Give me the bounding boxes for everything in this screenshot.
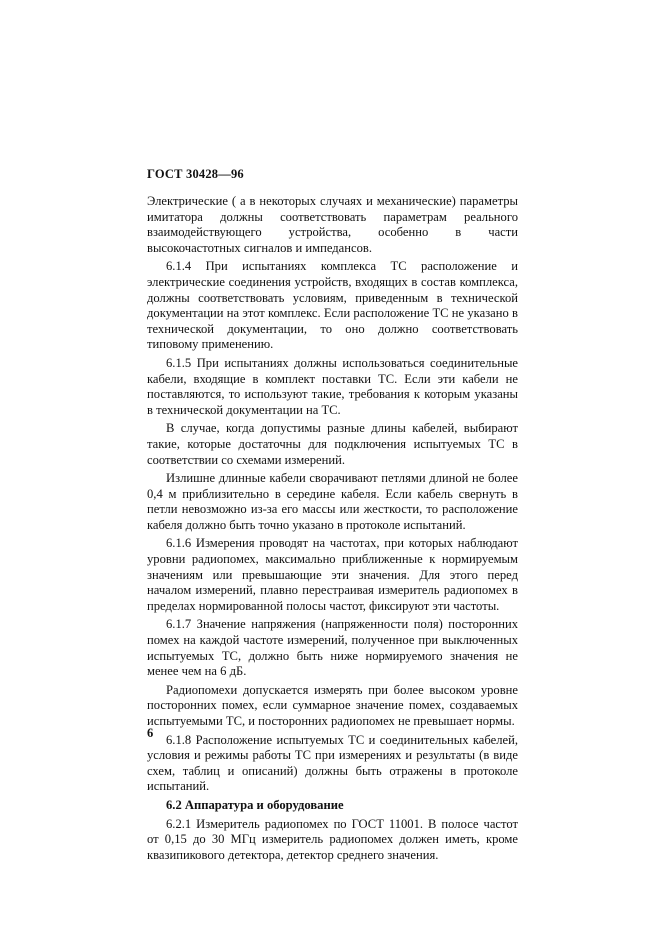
paragraph-cable-lengths: В случае, когда допустимы разные длины кабелей, выбирают такие, которые достаточны для подключения испытуемых ТС в соответствии со схемами измерений. xyxy=(147,421,518,467)
paragraph-background-noise: Радиопомехи допускается измерять при более высоком уровне посторонних помех, если суммарное значение помех, создаваемых испытуемыми ТС, и посторонних радиопомех не превышает нормы. xyxy=(147,682,518,728)
body-text xyxy=(147,194,518,866)
paragraph-long-cables: Излишне длинные кабели сворачивают петлями длиной не более 0,4 м приблизительно в середине кабеля. Если кабель свернуть в петли невозможно из-за его массы или жесткости, то расположение кабеля должно быть точно указано в протоколе испытаний. xyxy=(147,471,518,532)
paragraph-simulator-parameters: Электрические ( а в некоторых случаях и механические) параметры имитатора должны соответствовать параметрам реального взаимодействующего устройства, особенно в части высокочастотных сигналов и импедансов. xyxy=(147,194,518,255)
paragraph-6-1-8: 6.1.8 Расположение испытуемых ТС и соединительных кабелей, условия и режимы работы ТС при измерениях и результаты (в виде схем, таблиц и описаний) должны быть отражены в протоколе испытаний. xyxy=(147,732,518,794)
paragraph-6-1-5: 6.1.5 При испытаниях должны использоваться соединительные кабели, входящие в комплект поставки ТС. Если эти кабели не поставляются, то используют такие, требования к которым указаны в технической документации на ТС. xyxy=(147,355,518,417)
section-heading-6-2: 6.2 Аппаратура и оборудование xyxy=(166,797,344,812)
paragraph-6-2-1: 6.2.1 Измеритель радиопомех по ГОСТ 11001. В полосе частот от 0,15 до 30 МГц измеритель радиопомех должен иметь, кроме квазипикового детектора, детектор среднего значения. xyxy=(147,816,518,862)
page-number: 6 xyxy=(147,726,154,740)
paragraph-6-1-6: 6.1.6 Измерения проводят на частотах, при которых наблюдают уровни радиопомех, максимально приближенные к нормируемым значениям или превышающие эти значения. Для этого перед началом измерений, плавно перестраивая измеритель радиопомех в пределах нормированной полосы частот, фиксируют эти частоты. xyxy=(147,536,518,613)
document-code-header: ГОСТ 30428—96 xyxy=(147,167,244,181)
paragraph-6-1-4: 6.1.4 При испытаниях комплекса ТС расположение и электрические соединения устройств, входящих в состав комплекса, должны соответствовать условиям, приведенным в технической документации на этот комплекс. Если расположение ТС не указано в технической документации, то оно должно соответствовать типовому применению. xyxy=(147,259,518,352)
paragraph-6-1-7: 6.1.7 Значение напряжения (напряженности поля) посторонних помех на каждой частоте измерений, полученное при выключенных испытуемых ТС, должно быть ниже нормируемого значения не менее чем на 6 дБ. xyxy=(147,617,518,679)
